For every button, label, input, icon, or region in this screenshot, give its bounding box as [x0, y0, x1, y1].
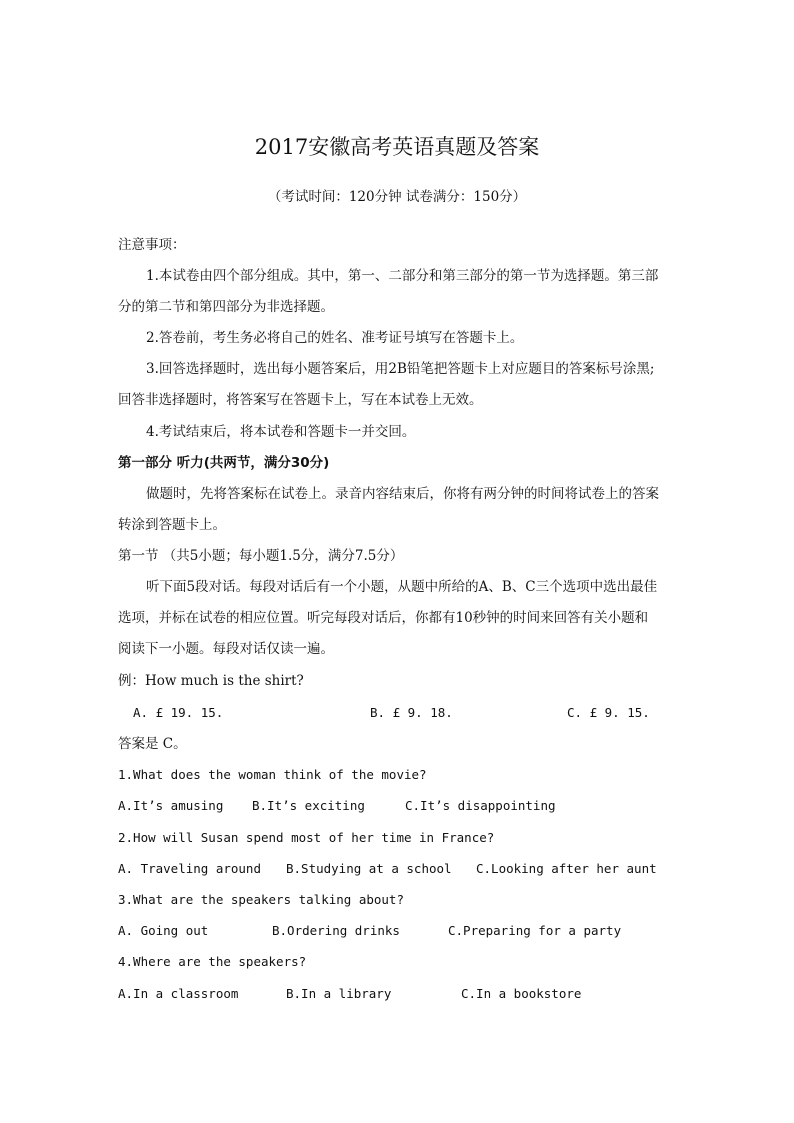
question-3-option-b: B.Ordering drinks [272, 923, 400, 938]
question-4-option-a: A.In a classroom [118, 986, 239, 1001]
question-3-option-c: C.Preparing for a party [448, 923, 622, 938]
question-4-option-b: B.In a library [286, 986, 392, 1001]
question-4-option-c: C.In a bookstore [461, 986, 582, 1001]
part1-intro-line-2: 转涂到答题卡上。 [118, 517, 226, 533]
section1-heading: 第一节 （共5小题；每小题1.5分，满分7.5分） [118, 548, 404, 564]
notice-item-1-line-2: 分的第二节和第四部分为非选择题。 [118, 299, 334, 315]
example-option-c: C. £ 9. 15. [567, 705, 650, 720]
notice-item-1-line-1: 1.本试卷由四个部分组成。其中，第一、二部分和第三部分的第一节为选择题。第三部 [146, 268, 659, 284]
notice-heading: 注意事项： [118, 237, 186, 253]
example-question: 例：How much is the shirt? [118, 673, 304, 689]
section1-instr-line-3: 阅读下一小题。每段对话仅读一遍。 [118, 641, 334, 657]
section1-instr-line-1: 听下面5段对话。每段对话后有一个小题，从题中所给的A、B、C三个选项中选出最佳 [146, 579, 658, 595]
notice-item-3-line-1: 3.回答选择题时，选出每小题答案后，用2B铅笔把答题卡上对应题目的答案标号涂黑; [146, 361, 655, 377]
question-2: 2.How will Susan spend most of her time in France? [118, 830, 495, 845]
question-1-option-a: A.It’s amusing [118, 798, 224, 813]
section1-instr-line-2: 选项，并标在试卷的相应位置。听完每段对话后，你都有10秒钟的时间来回答有关小题和 [118, 610, 649, 626]
notice-item-3-line-2: 回答非选择题时，将答案写在答题卡上，写在本试卷上无效。 [118, 392, 483, 408]
question-2-option-a: A. Traveling around [118, 861, 261, 876]
example-option-a: A. £ 19. 15. [133, 705, 224, 720]
question-3-option-a: A. Going out [118, 923, 209, 938]
question-1-option-b: B.It’s exciting [252, 798, 365, 813]
part1-intro-line-1: 做题时，先将答案标在试卷上。录音内容结束后，你将有两分钟的时间将试卷上的答案 [146, 486, 659, 502]
question-3: 3.What are the speakers talking about? [118, 892, 404, 907]
notice-item-2: 2.答卷前，考生务必将自己的姓名、准考证号填写在答题卡上。 [146, 330, 524, 346]
page-title: 2017安徽高考英语真题及答案 [254, 135, 540, 159]
exam-info: （考试时间：120分钟 试卷满分：150分） [267, 189, 527, 205]
question-1-option-c: C.It’s disappointing [405, 798, 556, 813]
question-2-option-b: B.Studying at a school [286, 861, 452, 876]
question-1: 1.What does the woman think of the movie? [118, 767, 427, 782]
question-4: 4.Where are the speakers? [118, 954, 307, 969]
part1-heading: 第一部分 听力(共两节，满分30分) [118, 455, 330, 471]
notice-item-4: 4.考试结束后，将本试卷和答题卡一并交回。 [146, 424, 416, 440]
question-2-option-c: C.Looking after her aunt [476, 861, 657, 876]
example-answer: 答案是 C。 [118, 736, 187, 752]
example-option-b: B. £ 9. 18. [370, 705, 453, 720]
